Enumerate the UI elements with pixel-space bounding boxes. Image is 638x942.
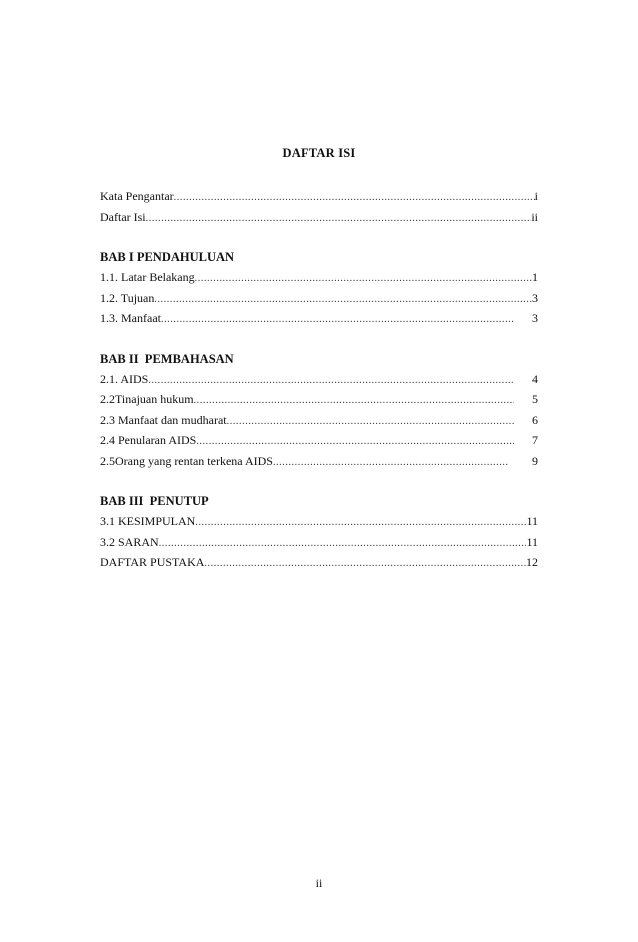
toc-entry-label: 2.3 Manfaat dan mudharat: [100, 412, 227, 427]
dot-leader: [161, 310, 514, 331]
toc-entry: [100, 552, 538, 573]
toc-entry: [100, 267, 538, 288]
toc-entry-label: 3.1 KESIMPULAN: [100, 514, 196, 528]
toc-entry-page: 1: [532, 270, 538, 284]
toc-entry-label: Kata Pengantar: [100, 189, 174, 203]
toc-entry-page: 4: [532, 371, 538, 386]
toc-entry: [100, 308, 538, 329]
footer-page-number: ii: [315, 876, 323, 890]
dot-leader: [195, 513, 526, 534]
toc-entry-page: 11: [526, 514, 538, 528]
dot-leader: [159, 534, 527, 555]
section-heading-bab-3: BAB III PENUTUP: [100, 494, 209, 508]
dot-leader: [204, 554, 526, 575]
toc-entry: [100, 451, 538, 472]
toc-entry-page: 11: [526, 534, 538, 549]
toc-entry-page: 3: [532, 290, 538, 305]
toc-entry-label: 1.1. Latar Belakang: [100, 270, 195, 284]
toc-entry-page: 6: [532, 412, 538, 427]
dot-leader: [273, 453, 508, 474]
dot-leader: [227, 412, 514, 433]
toc-entry-label: 2.4 Penularan AIDS: [100, 433, 197, 447]
toc-entry: [100, 369, 538, 390]
toc-entry-page: i: [534, 189, 538, 203]
toc-entry-label: 3.2 SARAN: [100, 534, 159, 549]
toc-entry-label: DAFTAR PUSTAKA: [100, 555, 205, 569]
toc-entry: [100, 389, 538, 410]
toc-entry-page: 5: [532, 392, 538, 406]
toc-entry-daftar-isi: [100, 207, 538, 228]
toc-entry-label: Daftar Isi: [100, 209, 146, 224]
dot-leader: [195, 269, 532, 290]
dot-leader: [154, 290, 532, 311]
table-of-contents: [100, 186, 538, 573]
dot-leader: [148, 371, 514, 392]
dot-leader: [194, 391, 514, 412]
toc-entry-label: 2.5Orang yang rentan terkena AIDS: [100, 453, 273, 468]
section-heading-bab-2: BAB II PEMBAHASAN: [100, 351, 234, 366]
toc-entry-page: 9: [532, 453, 538, 468]
toc-entry: [100, 288, 538, 309]
toc-entry-page: 12: [526, 555, 538, 569]
section-heading-bab-1: BAB I PENDAHULUAN: [100, 250, 235, 264]
toc-entry: [100, 430, 538, 451]
dot-leader: [146, 209, 532, 230]
dot-leader: [196, 432, 514, 453]
toc-entry-label: 1.2. Tujuan: [100, 290, 155, 305]
toc-entry: [100, 511, 538, 532]
toc-entry-page: 3: [532, 311, 538, 325]
toc-entry: [100, 410, 538, 431]
toc-entry: [100, 532, 538, 553]
toc-entry-kata-pengantar: [100, 186, 538, 207]
toc-entry-label: 1.3. Manfaat: [100, 311, 161, 325]
toc-entry-page: 7: [532, 433, 538, 447]
page-title: DAFTAR ISI: [282, 146, 356, 160]
toc-entry-page: ii: [531, 209, 538, 224]
toc-entry-label: 2.2Tinajuan hukum: [100, 392, 194, 406]
dot-leader: [174, 188, 535, 209]
toc-entry-label: 2.1. AIDS: [100, 371, 149, 386]
